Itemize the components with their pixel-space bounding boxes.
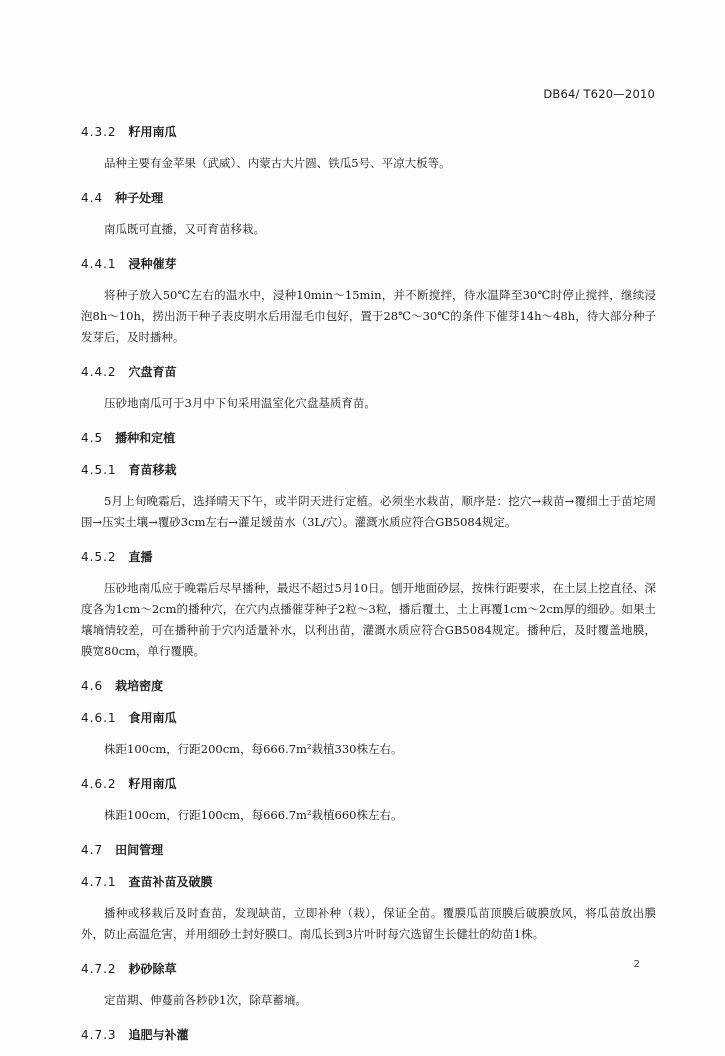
section-paragraph: 品种主要有金苹果（武威）、内蒙古大片圆、铁瓜5号、平凉大板等。 <box>104 156 451 170</box>
section-heading <box>81 677 656 694</box>
document-body <box>81 108 656 1056</box>
section-heading <box>81 189 656 206</box>
section-number: 4.3.2 <box>81 125 117 139</box>
section-title: 穴盘育苗 <box>128 365 177 379</box>
section-number: 4.6 <box>81 679 104 693</box>
section-title: 查苗补苗及破膜 <box>128 875 213 889</box>
section-heading <box>81 429 656 446</box>
section-number: 4.4.2 <box>81 365 117 379</box>
section-number: 4.4.1 <box>81 257 117 271</box>
section-heading <box>81 123 656 140</box>
page-number: 2 <box>633 959 640 970</box>
section-heading <box>81 841 656 858</box>
section-paragraph: 播种或移栽后及时查苗，发现缺苗，立即补种（栽），保证全苗。覆膜瓜苗顶膜后破膜放风，将瓜苗放出膜外，防止高温危害，并用细砂土封好膜口。南瓜长到3片叶时每穴选留生长健壮的幼苗1株。 <box>81 906 656 941</box>
section-title: 育苗移栽 <box>128 463 177 477</box>
section-paragraph: 南瓜既可直播，又可育苗移栽。 <box>104 222 265 236</box>
section-title: 耖砂除草 <box>128 962 177 976</box>
section-heading <box>81 1026 656 1043</box>
section-heading <box>81 775 656 792</box>
section-title: 籽用南瓜 <box>128 777 177 791</box>
section-number: 4.7.3 <box>81 1028 117 1042</box>
section-number: 4.7 <box>81 843 104 857</box>
section-paragraph: 株距100cm，行距200cm，每666.7m²栽植330株左右。 <box>104 742 403 756</box>
section-paragraph: 压砂地南瓜应于晚霜后尽早播种，最迟不超过5月10日。刨开地面砂层，按株行距要求，在土层上挖直径、深度各为1cm～2cm的播种穴，在穴内点播催芽种子2粒～3粒，播后覆土，土上再覆1cm～2cm厚的细砂。如果土壤墒情较差，可在播种前于穴内适量补水，以利出苗，灌溉水质应符合GB5084规定。播种后，及时覆盖地膜，膜宽80cm，单行覆膜。 <box>81 581 656 658</box>
section-number: 4.7.2 <box>81 962 117 976</box>
section-title: 浸种催芽 <box>128 257 177 271</box>
section-title: 种子处理 <box>115 191 164 205</box>
section-number: 4.5 <box>81 431 104 445</box>
section-number: 4.4 <box>81 191 104 205</box>
section-number: 4.6.2 <box>81 777 117 791</box>
section-title: 播种和定植 <box>115 431 176 445</box>
section-title: 食用南瓜 <box>128 711 177 725</box>
section-heading <box>81 873 656 890</box>
section-title: 田间管理 <box>115 843 164 857</box>
section-title: 追肥与补灌 <box>128 1028 189 1042</box>
section-title: 直播 <box>128 550 153 564</box>
section-title: 籽用南瓜 <box>128 125 177 139</box>
section-number: 4.5.1 <box>81 463 117 477</box>
section-heading <box>81 548 656 565</box>
section-paragraph: 株距100cm，行距100cm，每666.7m²栽植660株左右。 <box>104 808 403 822</box>
section-paragraph: 压砂地南瓜可于3月中下旬采用温室化穴盘基质育苗。 <box>104 396 376 410</box>
section-paragraph: 定苗期、伸蔓前各耖砂1次，除草蓄墒。 <box>104 993 307 1007</box>
section-heading <box>81 255 656 272</box>
section-title: 栽培密度 <box>115 679 164 693</box>
section-number: 4.5.2 <box>81 550 117 564</box>
section-heading <box>81 709 656 726</box>
section-heading <box>81 960 656 977</box>
section-paragraph: 5月上旬晚霜后，选择晴天下午，或半阴天进行定植。必须坐水栽苗，顺序是：挖穴→栽苗→覆细土于苗坨周围→压实土壤→覆砂3cm左右→灌足缓苗水（3L/穴）。灌溉水质应符合GB5084规定。 <box>81 494 656 529</box>
section-paragraph: 将种子放入50℃左右的温水中，浸种10min～15min，并不断搅拌，待水温降至30℃时停止搅拌，继续浸泡8h～10h，捞出沥干种子表皮明水后用湿毛巾包好，置于28℃～30℃的条件下催芽14h～48h，待大部分种子发芽后，及时播种。 <box>81 288 656 344</box>
section-heading <box>81 461 656 478</box>
section-number: 4.6.1 <box>81 711 117 725</box>
section-heading <box>81 363 656 380</box>
section-number: 4.7.1 <box>81 875 117 889</box>
standard-code: DB64/ T620—2010 <box>543 87 655 101</box>
